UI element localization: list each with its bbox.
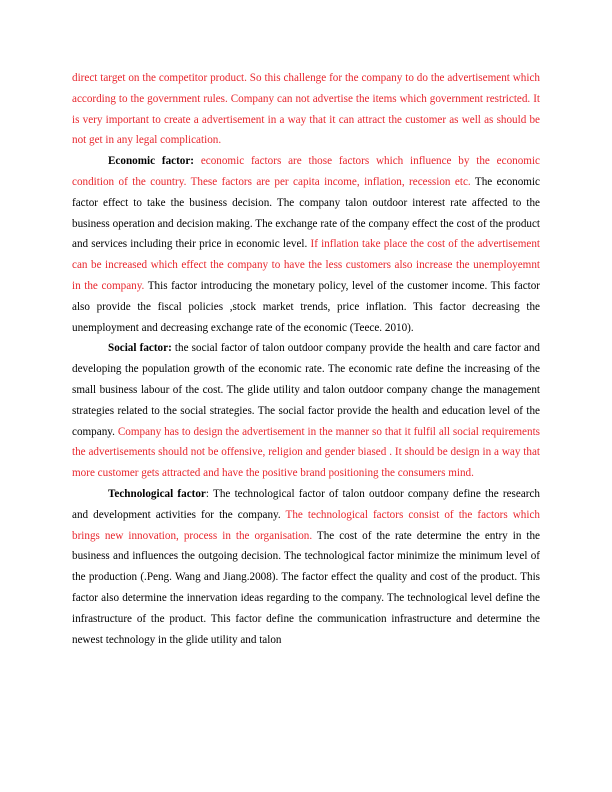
economic-factor-heading: Economic factor:	[108, 155, 195, 168]
technological-factor-intro: : The technological factor of talon outdoor company define the research and development activities for the company.	[72, 487, 541, 521]
paragraph-social-factor	[72, 338, 540, 484]
social-factor-body: the social factor of talon outdoor company provide the health and care factor and developing the population growth of the economic rate. The economic rate define the increasing of the small business labour of the cost. The glide utility and talon outdoor company change the management strategies related to the social strategies. The social factor provide the health and education level of the company.	[72, 342, 540, 438]
technological-factor-body: The cost of the rate determine the entry in the business and influences the outgoing decision. The technological factor minimize the minimum level of the production (.Peng. Wang and Jiang.2008). The factor effect the quality and cost of the product. This factor also determine the innervation ideas regarding to the company. The technological level define the infrastructure of the product. This factor define the communication infrastructure and determine the newest technology in the glide utility and talon	[72, 529, 541, 646]
paragraph-technological-factor	[72, 484, 540, 650]
paragraph-advertisement-intro	[72, 68, 540, 151]
economic-factor-conclusion: This factor introducing the monetary policy, level of the customer income. This factor also provide the fiscal policies ,stock market trends, price inflation. This factor decreasing the unemployment and decreasing exchange rate of the economic (Teece. 2010).	[72, 279, 541, 334]
economic-factor-body: The economic factor effect to take the business decision. The company talon outdoor interest rate affected to the business operation and decision making. The exchange rate of the company effect the cost of the product and services including their price in economic level.	[72, 175, 540, 251]
advertisement-text: direct target on the competitor product. So this challenge for the company to do the advertisement which according to the government rules. Company can not advertise the items which government restricted. It is very important to create a advertisement in a way that it can attract the customer as well as should be not get in any legal complication.	[72, 72, 540, 147]
document-page	[72, 68, 540, 650]
social-factor-heading: Social factor:	[108, 342, 172, 355]
paragraph-economic-factor	[72, 151, 540, 338]
social-factor-advertisement: Company has to design the advertisement in the manner so that it fulfil all social requirements the advertisements should not be offensive, religion and gender biased . It should be design in a way that more customer gets attracted and have the positive brand positioning the consumers mind.	[72, 425, 540, 480]
economic-factor-inflation: If inflation take place the cost of the advertisement can be increased which effect the company to have the less customers also increase the unemployemnt in the company.	[72, 238, 540, 292]
economic-factor-definition: economic factors are those factors which influence by the economic condition of the country. These factors are per capita income, inflation, recession etc.	[72, 155, 540, 188]
technological-factor-heading: Technological factor	[108, 487, 206, 500]
technological-factor-definition: The technological factors consist of the factors which brings new innovation, process in the organisation.	[72, 508, 540, 542]
